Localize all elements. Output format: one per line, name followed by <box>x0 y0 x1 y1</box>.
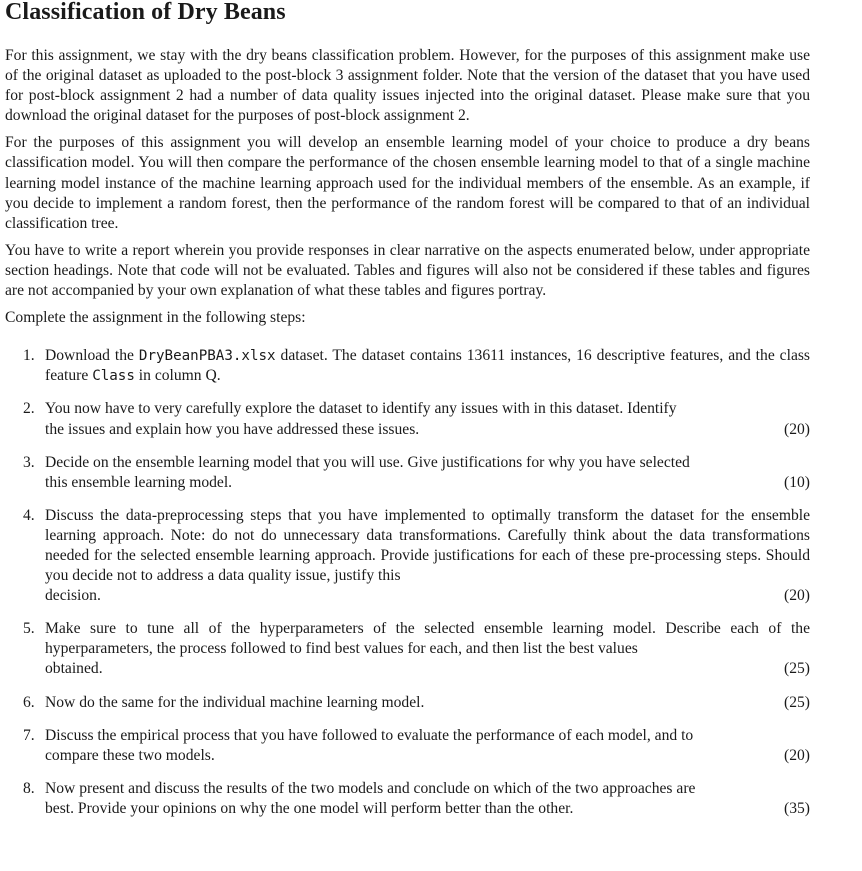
page-title: Classification of Dry Beans <box>5 0 286 25</box>
step-text-part: dataset. The dataset contains 13611 instances, 16 descriptive features, and the class feature <box>45 347 810 385</box>
class-feature-name: Class <box>92 368 135 385</box>
ensemble-paragraph: For the purposes of this assignment you will develop an ensemble learning model of your choice to produce a dry beans classification model. You will then compare the performance of the chosen ensemble learning model to that of a single machine learning model instance of the machine learning approach used for the individual members of the ensemble. As an example, if you decide to implement a random forest, then the performance of the random forest will be compared to that of an individual classification tree. <box>5 134 810 232</box>
step-text-part: in column Q. <box>134 367 221 385</box>
step-text: Now present and discuss the results of the two models and conclude on which of the two approaches are <box>45 779 696 797</box>
step-marks: (25) <box>784 693 810 711</box>
step-marks: (35) <box>784 799 810 817</box>
step-item <box>5 506 810 606</box>
step-last-line <box>45 693 810 713</box>
step-item <box>5 619 810 679</box>
step-text-part: Download the <box>45 347 139 365</box>
intro-paragraph: For this assignment, we stay with the dry beans classification problem. However, for the purposes of this assignment make use of the original dataset as uploaded to the post-block 3 assignment folder. Note that the version of the dataset that you have used for post-block assignment 2 had a number of data quality issues injected into the original dataset. Please make sure that you download the original dataset for the purposes of post-block assignment 2. <box>5 47 810 125</box>
step-text-last: compare these two models. <box>45 746 215 764</box>
report-paragraph: You have to write a report wherein you provide responses in clear narrative on the aspects enumerated below, under appropriate section headings. Note that code will not be evaluated. Tables and figures will also not be considered if these tables and figures are not accompanied by your own explanation of what these tables and figures portray. <box>5 241 810 300</box>
step-number: 6. <box>23 693 35 711</box>
step-text-last: best. Provide your opinions on why the one model will perform better than the other. <box>45 799 574 817</box>
step-number: 2. <box>23 400 35 418</box>
step-item <box>5 346 810 386</box>
step-last-line <box>45 746 810 766</box>
step-number: 8. <box>23 779 35 797</box>
steps-list <box>5 346 810 819</box>
step-number: 3. <box>23 453 35 471</box>
step-marks: (20) <box>784 420 810 438</box>
step-last-line <box>45 586 810 606</box>
step-number: 7. <box>23 726 35 744</box>
step-number: 1. <box>23 347 35 365</box>
step-text: Make sure to tune all of the hyperparameters of the selected ensemble learning model. Describe each of the hyperparameters, the process followed to find best values for each, and then list the best values <box>45 620 810 658</box>
step-marks: (25) <box>784 660 810 678</box>
step-text-last: obtained. <box>45 660 103 678</box>
step-last-line <box>45 420 810 440</box>
step-marks: (20) <box>784 746 810 764</box>
step-last-line <box>45 473 810 493</box>
step-item <box>5 726 810 766</box>
step-text: Discuss the data-preprocessing steps that you have implemented to optimally transform the dataset for the ensemble learning approach. Note: do not do unnecessary data transformations. Carefully think about the data transformations needed for the selected ensemble learning approach. Provide justifications for each of these pre-processing steps. Should you decide not to address a data quality issue, justify this <box>45 506 810 585</box>
step-text-last: the issues and explain how you have addressed these issues. <box>45 420 420 438</box>
step-text: Decide on the ensemble learning model that you will use. Give justifications for why you have selected <box>45 453 690 471</box>
step-item <box>5 399 810 439</box>
step-text: Discuss the empirical process that you have followed to evaluate the performance of each model, and to <box>45 726 694 744</box>
steps-intro: Complete the assignment in the following steps: <box>5 309 306 327</box>
step-text-last: decision. <box>45 587 101 605</box>
dataset-filename: DryBeanPBA3.xlsx <box>138 348 276 365</box>
step-text <box>45 346 810 386</box>
step-number: 5. <box>23 620 35 638</box>
step-item <box>5 779 810 819</box>
step-item <box>5 453 810 493</box>
step-number: 4. <box>23 506 35 524</box>
step-text-last: this ensemble learning model. <box>45 473 233 491</box>
step-text: You now have to very carefully explore the dataset to identify any issues with in this dataset. Identify <box>45 400 677 418</box>
step-last-line <box>45 799 810 819</box>
step-last-line <box>45 659 810 679</box>
step-marks: (20) <box>784 587 810 605</box>
step-item <box>5 693 810 713</box>
step-marks: (10) <box>784 473 810 491</box>
step-text-last: Now do the same for the individual machine learning model. <box>45 693 425 711</box>
